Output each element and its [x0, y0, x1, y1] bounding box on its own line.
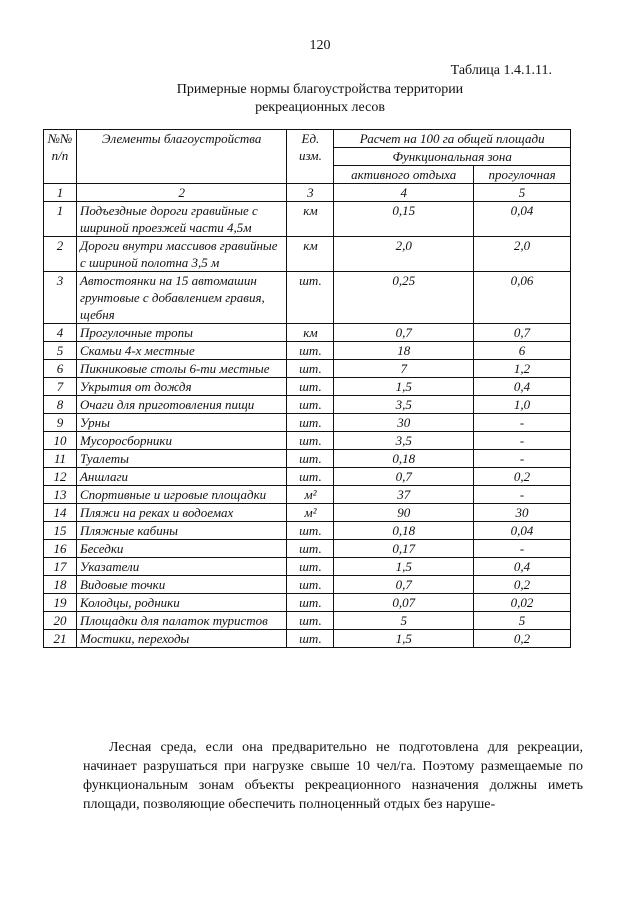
row-unit: шт.: [287, 432, 334, 450]
norms-table: [43, 129, 571, 648]
row-element-name: Дороги внутри массивов гравийные с шириной полотна 3,5 м: [76, 237, 287, 272]
row-active-value: 7: [334, 360, 474, 378]
table-row: [44, 540, 571, 558]
row-active-value: 37: [334, 486, 474, 504]
row-unit: шт.: [287, 360, 334, 378]
row-walking-value: 0,02: [474, 594, 571, 612]
row-number: 2: [44, 237, 77, 272]
row-walking-value: 0,2: [474, 630, 571, 648]
row-number: 16: [44, 540, 77, 558]
row-active-value: 2,0: [334, 237, 474, 272]
row-active-value: 90: [334, 504, 474, 522]
row-unit: шт.: [287, 342, 334, 360]
row-walking-value: -: [474, 450, 571, 468]
header-number: [44, 130, 77, 184]
row-unit: км: [287, 324, 334, 342]
row-number: 17: [44, 558, 77, 576]
row-unit: м²: [287, 486, 334, 504]
table-row: [44, 468, 571, 486]
row-unit: шт.: [287, 576, 334, 594]
row-unit: м²: [287, 504, 334, 522]
table-row: [44, 558, 571, 576]
row-number: 1: [44, 202, 77, 237]
row-element-name: Очаги для приготовления пищи: [76, 396, 287, 414]
row-element-name: Скамьи 4-х местные: [76, 342, 287, 360]
row-unit: шт.: [287, 540, 334, 558]
row-walking-value: -: [474, 414, 571, 432]
row-number: 11: [44, 450, 77, 468]
table-row: [44, 342, 571, 360]
table-row: [44, 414, 571, 432]
row-walking-value: 30: [474, 504, 571, 522]
row-number: 9: [44, 414, 77, 432]
row-element-name: Подъездные дороги гравийные с шириной проезжей части 4,5м: [76, 202, 287, 237]
table-row: [44, 522, 571, 540]
table-row: [44, 576, 571, 594]
row-element-name: Мостики, переходы: [76, 630, 287, 648]
row-number: 4: [44, 324, 77, 342]
row-active-value: 1,5: [334, 630, 474, 648]
row-unit: шт.: [287, 522, 334, 540]
row-unit: шт.: [287, 272, 334, 324]
row-unit: шт.: [287, 594, 334, 612]
table-row: [44, 360, 571, 378]
row-element-name: Пикниковые столы 6-ти местные: [76, 360, 287, 378]
row-element-name: Указатели: [76, 558, 287, 576]
row-walking-value: 0,04: [474, 522, 571, 540]
table-row: [44, 272, 571, 324]
row-active-value: 18: [334, 342, 474, 360]
row-active-value: 1,5: [334, 558, 474, 576]
header-zone: Функциональная зона: [334, 148, 571, 166]
table-row: [44, 432, 571, 450]
row-active-value: 0,7: [334, 468, 474, 486]
table-reference: Таблица 1.4.1.11.: [450, 63, 552, 78]
row-unit: шт.: [287, 450, 334, 468]
row-number: 10: [44, 432, 77, 450]
row-walking-value: 5: [474, 612, 571, 630]
table-row: [44, 324, 571, 342]
header-number-line-1: №№: [47, 131, 73, 146]
row-active-value: 0,7: [334, 576, 474, 594]
row-number: 19: [44, 594, 77, 612]
table-row: [44, 450, 571, 468]
row-element-name: Видовые точки: [76, 576, 287, 594]
row-walking-value: 0,2: [474, 576, 571, 594]
col-number-cell: 2: [76, 184, 287, 202]
row-unit: шт.: [287, 558, 334, 576]
row-walking-value: 0,2: [474, 468, 571, 486]
row-active-value: 0,15: [334, 202, 474, 237]
row-element-name: Аншлаги: [76, 468, 287, 486]
row-unit: шт.: [287, 630, 334, 648]
row-element-name: Площадки для палаток туристов: [76, 612, 287, 630]
row-element-name: Пляжные кабины: [76, 522, 287, 540]
row-element-name: Автостоянки на 15 автомашин грунтовые с добавлением гравия, щебня: [76, 272, 287, 324]
row-unit: шт.: [287, 378, 334, 396]
row-active-value: 0,17: [334, 540, 474, 558]
row-element-name: Пляжи на реках и водоемах: [76, 504, 287, 522]
page-number: 120: [309, 38, 331, 53]
row-active-value: 0,07: [334, 594, 474, 612]
table-caption: [0, 81, 640, 117]
row-element-name: Укрытия от дождя: [76, 378, 287, 396]
row-number: 14: [44, 504, 77, 522]
row-unit: км: [287, 237, 334, 272]
table-row: [44, 237, 571, 272]
row-unit: км: [287, 202, 334, 237]
row-active-value: 3,5: [334, 432, 474, 450]
row-walking-value: 1,0: [474, 396, 571, 414]
header-walking: прогулочная: [474, 166, 571, 184]
row-number: 6: [44, 360, 77, 378]
row-walking-value: 0,7: [474, 324, 571, 342]
row-active-value: 0,18: [334, 450, 474, 468]
row-number: 13: [44, 486, 77, 504]
row-active-value: 0,7: [334, 324, 474, 342]
row-element-name: Прогулочные тропы: [76, 324, 287, 342]
header-active: активного отдыха: [334, 166, 474, 184]
table-row: [44, 396, 571, 414]
row-active-value: 5: [334, 612, 474, 630]
row-number: 7: [44, 378, 77, 396]
table-row: [44, 594, 571, 612]
table-row: [44, 612, 571, 630]
row-active-value: 1,5: [334, 378, 474, 396]
row-number: 21: [44, 630, 77, 648]
table-row: [44, 486, 571, 504]
row-walking-value: -: [474, 486, 571, 504]
row-number: 15: [44, 522, 77, 540]
row-number: 3: [44, 272, 77, 324]
caption-line-2: рекреационных лесов: [255, 100, 385, 115]
header-unit: [287, 130, 334, 184]
table-row: [44, 504, 571, 522]
header-number-line-2: п/п: [51, 148, 69, 163]
col-number-cell: 3: [287, 184, 334, 202]
table-row: [44, 378, 571, 396]
header-unit-line-2: изм.: [299, 148, 322, 163]
row-walking-value: 2,0: [474, 237, 571, 272]
row-active-value: 0,18: [334, 522, 474, 540]
table-body: [44, 202, 571, 648]
body-paragraph: [83, 738, 583, 814]
header-unit-line-1: Ед.: [301, 131, 320, 146]
row-walking-value: 0,04: [474, 202, 571, 237]
row-element-name: Спортивные и игровые площадки: [76, 486, 287, 504]
row-active-value: 30: [334, 414, 474, 432]
paragraph-text: Лесная среда, если она предварительно не подготовлена для рекреации, начинает разрушаться при нагрузке свыше 10 чел/га. Поэтому размещаемые по функциональным зонам объекты рекреационного назначения должны иметь площади, позволяющие обеспечить полноценный отдых без наруше-: [83, 740, 583, 812]
row-walking-value: 0,06: [474, 272, 571, 324]
row-element-name: Мусоросборники: [76, 432, 287, 450]
row-walking-value: 1,2: [474, 360, 571, 378]
row-number: 5: [44, 342, 77, 360]
row-element-name: Колодцы, родники: [76, 594, 287, 612]
header-elements: Элементы благоустройства: [76, 130, 287, 184]
row-unit: шт.: [287, 468, 334, 486]
row-unit: шт.: [287, 414, 334, 432]
row-unit: шт.: [287, 612, 334, 630]
row-walking-value: 6: [474, 342, 571, 360]
row-active-value: 0,25: [334, 272, 474, 324]
row-number: 8: [44, 396, 77, 414]
row-number: 12: [44, 468, 77, 486]
row-element-name: Туалеты: [76, 450, 287, 468]
row-walking-value: 0,4: [474, 558, 571, 576]
row-walking-value: -: [474, 540, 571, 558]
row-active-value: 3,5: [334, 396, 474, 414]
header-calc: Расчет на 100 га общей площади: [334, 130, 571, 148]
row-number: 18: [44, 576, 77, 594]
row-walking-value: 0,4: [474, 378, 571, 396]
row-element-name: Урны: [76, 414, 287, 432]
row-walking-value: -: [474, 432, 571, 450]
row-number: 20: [44, 612, 77, 630]
col-number-cell: 1: [44, 184, 77, 202]
caption-line-1: Примерные нормы благоустройства территории: [176, 82, 464, 97]
row-element-name: Беседки: [76, 540, 287, 558]
table-row: [44, 630, 571, 648]
col-number-cell: 5: [474, 184, 571, 202]
row-unit: шт.: [287, 396, 334, 414]
table-row: [44, 202, 571, 237]
col-number-cell: 4: [334, 184, 474, 202]
